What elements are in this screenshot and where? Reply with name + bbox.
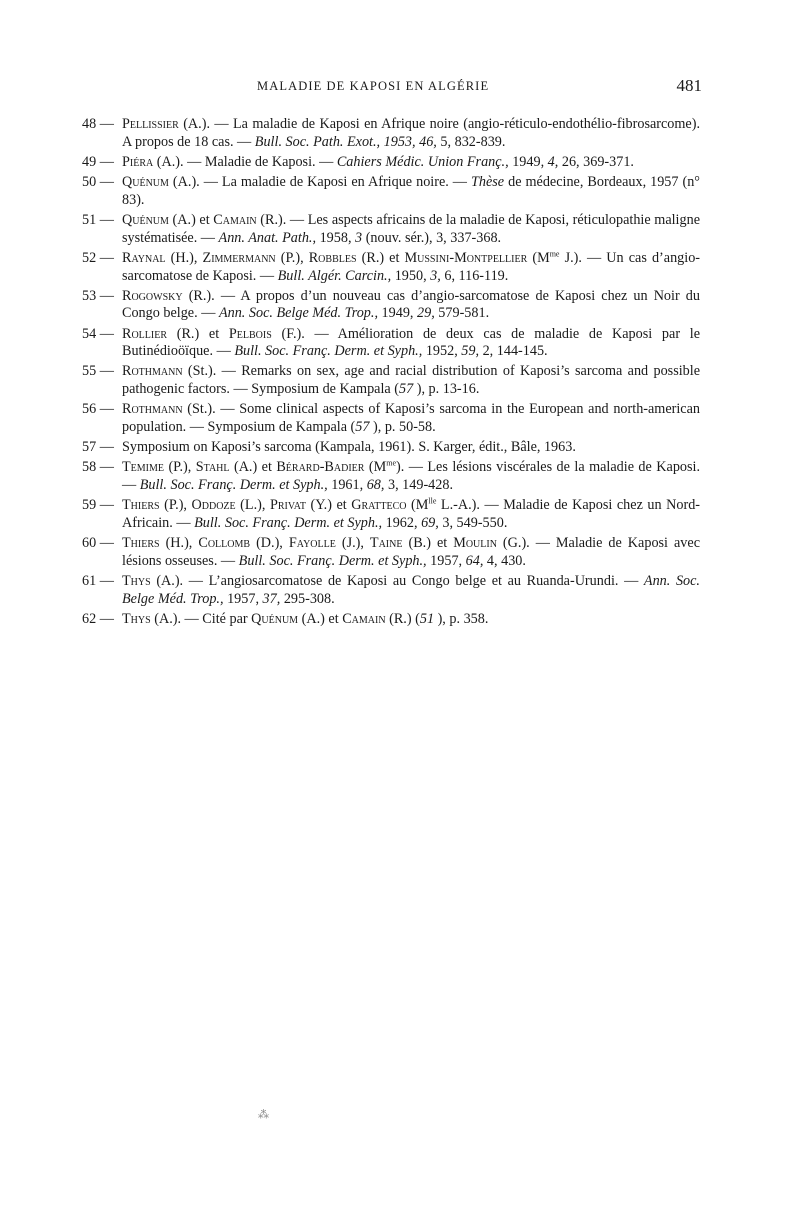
italic-citation: 64,	[465, 552, 484, 569]
reference-item	[82, 154, 700, 172]
text-run: (Y.) et	[305, 497, 352, 514]
italic-citation: Ann. Soc. Belge Méd. Trop.,	[218, 305, 378, 322]
italic-citation: Bull. Soc. Franç. Derm. et Syph.,	[234, 343, 423, 360]
author-name: Camain	[213, 211, 257, 228]
author-name: Rothmann	[122, 363, 183, 380]
text-run: (M	[406, 497, 429, 514]
text-run: (H.),	[159, 535, 199, 552]
superscript: lle	[428, 496, 437, 506]
author-name: Stahl	[195, 459, 230, 476]
reference-number: 57 —	[82, 439, 114, 456]
text-run: (M	[527, 249, 550, 266]
author-name: Quénum	[122, 173, 169, 190]
reference-number: 59 —	[82, 497, 114, 514]
italic-citation: 29,	[417, 305, 435, 322]
reference-number: 55 —	[82, 363, 114, 380]
author-name: Thiers	[122, 497, 160, 514]
author-name: Quénum	[122, 211, 169, 228]
text-run: 3, 149-428.	[384, 477, 454, 494]
reference-item	[82, 439, 700, 457]
author-name: Gratteco	[351, 497, 407, 514]
text-run: (P.),	[275, 249, 309, 266]
author-name: Mussini-Montpellier	[404, 249, 528, 266]
italic-citation: Bull. Soc. Franç. Derm. et Syph.,	[194, 515, 383, 531]
text-run: 579-581.	[434, 305, 490, 322]
author-name: Pellissier	[122, 116, 179, 132]
text-run: (R.) et	[167, 325, 229, 342]
text-run: (H.),	[165, 249, 203, 266]
reference-number: 48 —	[82, 116, 114, 132]
reference-text	[122, 250, 700, 284]
author-name: Rogowsky	[122, 287, 183, 304]
text-run: (St.). — Some clinical aspects of Kaposi’s sarcoma in the European and north-american population. — Symposium de Kampala (	[122, 401, 700, 436]
text-run: 1950,	[391, 267, 431, 284]
text-run: (A.). — La maladie de Kaposi en Afrique noire (angio-réticulo-endothélio-fibrosarcome). A propos de 18 cas. —	[122, 116, 700, 150]
text-run: (R.). — A propos d’un nouveau cas d’angio-sarcomatose de Kaposi chez un Noir du Congo belge. —	[122, 287, 700, 322]
page-header	[82, 76, 702, 98]
text-run: (L.),	[235, 497, 270, 514]
text-run: 295-308.	[280, 590, 335, 607]
italic-citation: 37,	[262, 590, 281, 607]
italic-citation: 69,	[421, 515, 439, 531]
reference-item	[82, 459, 700, 495]
text-run: 1949,	[508, 153, 548, 170]
italic-citation: Ann. Soc. Belge Méd. Trop.,	[122, 572, 700, 607]
reference-item	[82, 401, 700, 437]
author-name: Camain	[342, 610, 386, 627]
printer-ornament: ⁂	[258, 1109, 269, 1121]
text-run: (A.). — L’angiosarcomatose de Kaposi au Congo belge et au Ruanda-Urundi. —	[150, 572, 644, 589]
page-number: 481	[676, 76, 702, 95]
reference-text	[122, 459, 700, 493]
text-run: 5, 832-839.	[436, 133, 506, 150]
superscript: me	[549, 249, 560, 259]
text-run: (R.) (	[385, 610, 420, 627]
author-name: Privat	[269, 497, 306, 514]
text-run: 1961,	[327, 477, 367, 494]
reference-number: 56 —	[82, 401, 114, 418]
text-run: (G.). — Maladie de Kaposi avec lésions osseuses. —	[122, 535, 700, 569]
text-run: 1952,	[422, 343, 462, 360]
reference-number: 58 —	[82, 459, 114, 476]
reference-text	[122, 174, 700, 208]
author-name: Zimmermann	[202, 249, 276, 266]
italic-citation: Bull. Soc. Franç. Derm. et Syph.,	[139, 477, 328, 494]
reference-text	[122, 363, 700, 397]
text-run: 1949,	[378, 305, 418, 322]
text-run: (R.). — Les aspects africains de la maladie de Kaposi, réticulopathie maligne systématisée. —	[122, 211, 700, 246]
reference-number: 51 —	[82, 211, 114, 228]
text-run: (P.),	[164, 459, 196, 476]
author-name: Taine	[369, 535, 403, 552]
text-run: (A.). — La maladie de Kaposi en Afrique noire. —	[168, 173, 471, 190]
text-run: (F.). — Amélioration de deux cas de maladie de Kaposi par le Butinédioöïque. —	[122, 325, 700, 360]
reference-text	[122, 116, 700, 150]
reference-number: 52 —	[82, 249, 114, 266]
reference-number: 50 —	[82, 173, 114, 190]
italic-citation: 57	[355, 419, 370, 436]
text-run: ), p. 50-58.	[369, 419, 436, 436]
text-run: (nouv. sér.), 3, 337-368.	[362, 229, 502, 246]
text-run: ). — Les lésions viscérales de la maladie de Kaposi. —	[122, 459, 701, 494]
author-name: Pelbois	[228, 325, 272, 342]
reference-text	[122, 326, 700, 360]
reference-item	[82, 497, 700, 533]
reference-item	[82, 535, 700, 571]
reference-item	[82, 326, 700, 362]
text-run: (B.) et	[402, 535, 454, 552]
reference-item	[82, 250, 700, 286]
text-run: (P.),	[159, 497, 192, 514]
reference-text	[122, 573, 700, 607]
author-name: Thys	[122, 610, 151, 627]
author-name: Rothmann	[122, 401, 183, 418]
text-run: ), p. 13-16.	[413, 381, 480, 398]
author-name: Thys	[122, 572, 151, 589]
text-run: 3, 549-550.	[438, 515, 508, 531]
italic-citation: 3	[355, 229, 363, 246]
text-run: 1962,	[382, 515, 422, 531]
text-run: (A.) et	[229, 459, 277, 476]
reference-item	[82, 174, 700, 210]
reference-text	[122, 611, 488, 627]
text-run: Symposium on Kaposi’s sarcoma (Kampala, 1961). S. Karger, édit., Bâle, 1963.	[122, 439, 576, 456]
text-run: J.). — Un cas d’angio-sarcomatose de Kaposi. —	[122, 249, 701, 284]
reference-item	[82, 363, 700, 399]
reference-text	[122, 401, 700, 435]
text-run: (A.) et	[168, 211, 214, 228]
text-run: (J.),	[335, 535, 370, 552]
text-run: (A.). — Maladie de Kaposi. —	[153, 153, 337, 170]
text-run: ), p. 358.	[434, 610, 489, 627]
text-run: 2, 144-145.	[479, 343, 548, 360]
author-name: Temime	[122, 459, 164, 476]
italic-citation: Bull. Algér. Carcin.,	[277, 267, 392, 284]
text-run: L.-A.). — Maladie de Kaposi chez un Nord-Africain. —	[122, 497, 701, 531]
text-run: de médecine, Bordeaux, 1957 (n° 83).	[122, 173, 700, 208]
text-run: 4, 430.	[483, 552, 526, 569]
reference-text	[122, 212, 700, 246]
italic-citation: Cahiers Médic. Union Franç.,	[336, 153, 509, 170]
text-run: (D.),	[250, 535, 289, 552]
author-name: Rollier	[122, 325, 168, 342]
text-run: 1957,	[426, 552, 466, 569]
author-name: Robbles	[308, 249, 357, 266]
italic-citation: 3,	[430, 267, 441, 284]
italic-citation: Bull. Soc. Franç. Derm. et Syph.,	[238, 552, 427, 569]
text-run: 6, 116-119.	[440, 267, 509, 284]
reference-number: 62 —	[82, 610, 114, 627]
reference-number: 49 —	[82, 153, 114, 170]
running-head: MALADIE DE KAPOSI EN ALGÉRIE	[257, 79, 490, 93]
author-name: Raynal	[122, 249, 166, 266]
reference-text	[122, 439, 576, 455]
author-name: Fayolle	[288, 535, 336, 552]
text-run: (M	[364, 459, 387, 476]
italic-citation: 68,	[366, 477, 385, 494]
italic-citation: Thèse	[471, 173, 505, 190]
superscript: me	[386, 458, 397, 468]
author-name: Quénum	[251, 610, 299, 627]
reference-number: 54 —	[82, 325, 114, 342]
reference-number: 60 —	[82, 535, 114, 552]
author-name: Oddoze	[191, 497, 236, 514]
italic-citation: Ann. Anat. Path.,	[218, 229, 317, 246]
text-run: 1958,	[316, 229, 356, 246]
reference-item	[82, 611, 700, 629]
reference-text	[122, 497, 700, 531]
reference-item	[82, 116, 700, 152]
text-run: (A.). — Cité par	[150, 610, 252, 627]
text-run: (A.) et	[298, 610, 343, 627]
author-name: Bérard-Badier	[276, 459, 365, 476]
italic-citation: 4,	[547, 153, 559, 170]
text-run: (St.). — Remarks on sex, age and racial distribution of Kaposi’s sarcoma and possible pathogenic factors. — Symposium de Kampala (	[122, 363, 700, 398]
reference-item	[82, 573, 700, 609]
author-name: Moulin	[453, 535, 497, 552]
author-name: Collomb	[198, 535, 251, 552]
reference-list	[82, 116, 700, 631]
reference-item	[82, 212, 700, 248]
text-run: 26, 369-371.	[558, 153, 634, 170]
author-name: Thiers	[122, 535, 160, 552]
reference-text	[122, 535, 700, 569]
reference-number: 61 —	[82, 572, 114, 589]
reference-text	[122, 154, 634, 170]
text-run: (R.) et	[356, 249, 405, 266]
italic-citation: 59,	[461, 343, 480, 360]
italic-citation: 57	[398, 381, 414, 398]
reference-item	[82, 288, 700, 324]
reference-number: 53 —	[82, 287, 114, 304]
text-run: 1957,	[223, 590, 263, 607]
italic-citation: Bull. Soc. Path. Exot., 1953, 46,	[254, 133, 437, 150]
reference-text	[122, 288, 700, 322]
italic-citation: 51	[419, 610, 435, 627]
author-name: Piéra	[122, 153, 154, 170]
